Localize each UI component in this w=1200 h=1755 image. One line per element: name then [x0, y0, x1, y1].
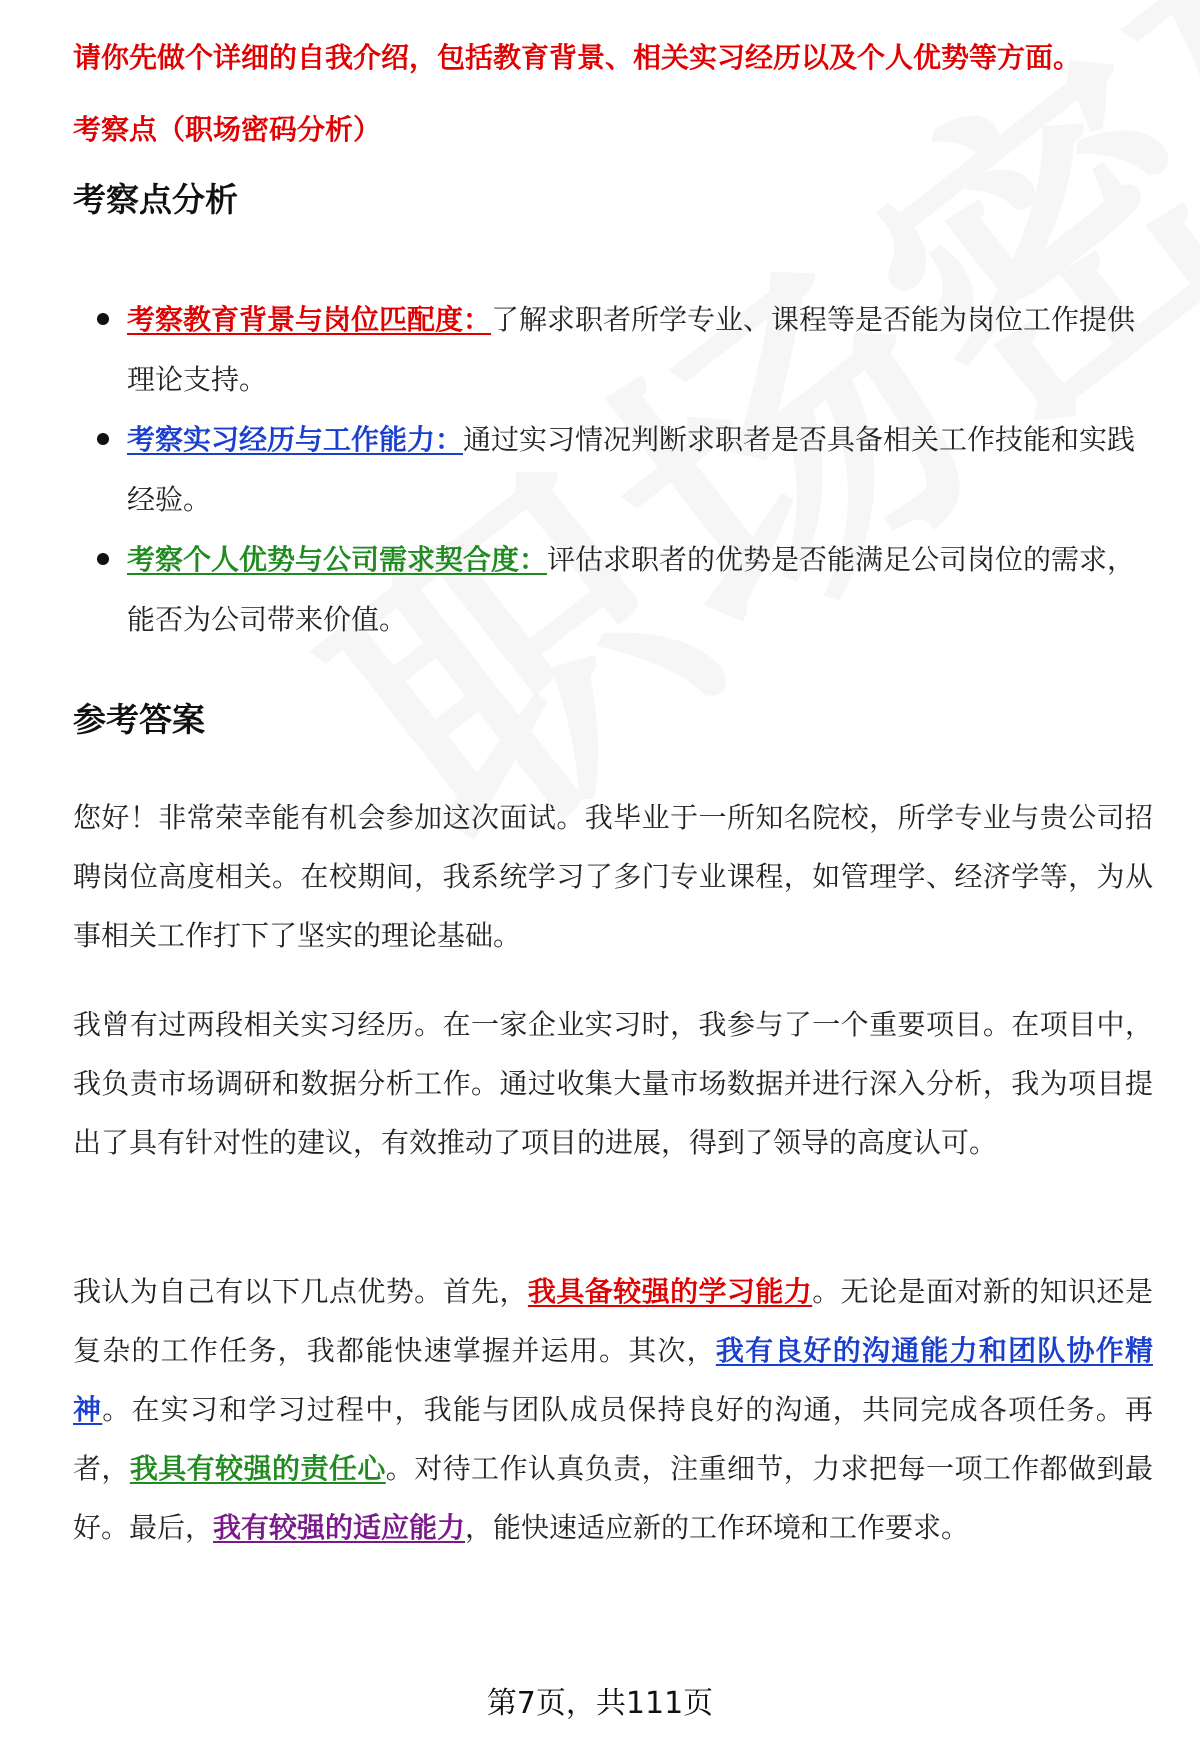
- bullet-text: 评估求职者的优势是否能满足公司岗位的需求，能否为公司带来价值。: [127, 543, 1136, 636]
- bullet-keyword: 考察实习经历与工作能力：: [127, 423, 464, 456]
- analysis-item-advantage: [73, 530, 1143, 650]
- highlight-communication: 我有良好的沟通能力和团队协作精神: [73, 1334, 1153, 1426]
- highlight-adaptability: 我有较强的适应能力: [213, 1511, 466, 1544]
- para3-text: 我认为自己有以下几点优势。首先，: [73, 1275, 528, 1308]
- answer-paragraph-2: 我曾有过两段相关实习经历。在一家企业实习时，我参与了一个重要项目。在项目中，我负责市场调研和数据分析工作。通过收集大量市场数据并进行深入分析，我为项目提出了具有针对性的建议，有效推动了项目的进展，得到了领导的高度认可。: [73, 1008, 1153, 1159]
- page-footer: 第7页，共111页: [486, 1686, 714, 1721]
- kaochadian-title: 考察点（职场密码分析）: [73, 113, 382, 146]
- bullet-keyword: 考察教育背景与岗位匹配度：: [127, 303, 492, 336]
- analysis-item-education: [73, 290, 1143, 410]
- bullet-keyword: 考察个人优势与公司需求契合度：: [127, 543, 548, 576]
- para3-text: 。对待工作认真负责，注重细节，力求把每一项工作都做到最好。最后，: [73, 1452, 1153, 1544]
- bullet-dot-icon: [97, 313, 109, 325]
- para3-text: 。在实习和学习过程中，我能与团队成员保持良好的沟通，共同完成各项任务。再者，: [73, 1393, 1153, 1485]
- highlight-responsibility: 我具有较强的责任心: [129, 1452, 386, 1485]
- para3-text: 。无论是面对新的知识还是复杂的工作任务，我都能快速掌握并运用。其次，: [73, 1275, 1153, 1367]
- para3-text: ，能快速适应新的工作环境和工作要求。: [465, 1511, 970, 1544]
- highlight-learning: 我具备较强的学习能力: [527, 1275, 813, 1308]
- analysis-item-internship: [73, 410, 1143, 530]
- bullet-text: 通过实习情况判断求职者是否具备相关工作技能和实践经验。: [127, 423, 1136, 516]
- answer-heading: 参考答案: [73, 700, 205, 739]
- analysis-heading: 考察点分析: [73, 180, 238, 219]
- question-text: 请你先做个详细的自我介绍，包括教育背景、相关实习经历以及个人优势等方面。: [73, 41, 1082, 74]
- answer-paragraph-1: 您好！非常荣幸能有机会参加这次面试。我毕业于一所知名院校，所学专业与贵公司招聘岗位高度相关。在校期间，我系统学习了多门专业课程，如管理学、经济学等，为从事相关工作打下了坚实的理论基础。: [73, 801, 1153, 952]
- bullet-dot-icon: [97, 433, 109, 445]
- answer-paragraph-3: [73, 1262, 1153, 1557]
- bullet-dot-icon: [97, 553, 109, 565]
- analysis-list: [73, 290, 1143, 650]
- bullet-text: 了解求职者所学专业、课程等是否能为岗位工作提供理论支持。: [127, 303, 1136, 396]
